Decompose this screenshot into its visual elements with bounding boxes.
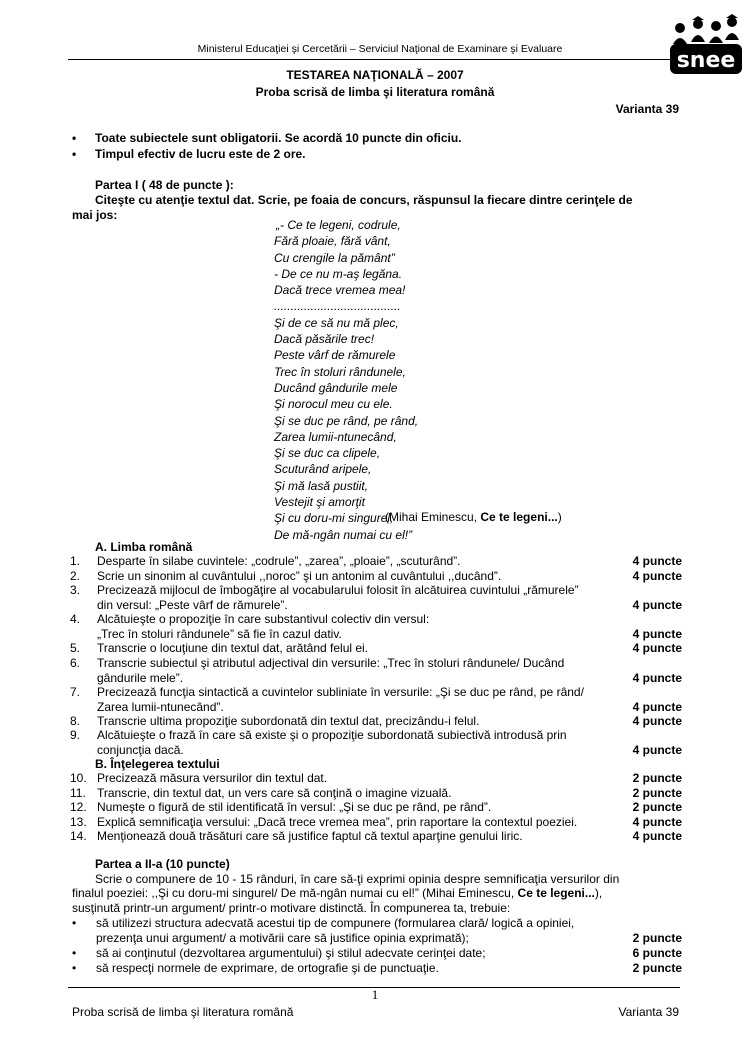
exam-title: TESTAREA NAŢIONALĂ – 2007 xyxy=(286,68,464,82)
question-item: 7. Precizează funcţia sintactică a cuvintelor subliniate în versurile: „Şi se duc pe rând, pe rând/ Zarea lumii-ntunecând”. 4 puncte xyxy=(70,685,682,714)
part1-heading: Partea I ( 48 de puncte ): xyxy=(95,178,234,192)
poem-line: De mă-ngân numai cu el!” xyxy=(274,527,413,542)
poem xyxy=(274,217,418,543)
snee-logo-icon xyxy=(668,14,744,76)
poem-line: Şi de ce să nu mă plec, xyxy=(274,315,399,330)
exam-subtitle: Proba scrisă de limba şi literatura română xyxy=(255,85,495,99)
question-item: 4. Alcătuieşte o propoziţie în care substantivul colectiv din versul: „Trec în stoluri rândunele” să fie în cazul dativ. 4 puncte xyxy=(70,612,682,641)
bullet-icon: • xyxy=(72,961,77,975)
bullet-icon: • xyxy=(72,946,77,960)
poem-line: - De ce nu m-aş legăna. xyxy=(274,266,403,281)
part2-text: susţinută printr-un argument/ printr-o motivare distinctă. În compunerea ta, trebuie: xyxy=(72,901,511,915)
footer-variant: Varianta 39 xyxy=(618,1005,679,1019)
bullet-icon: • xyxy=(72,131,77,145)
footer-title: Proba scrisă de limba şi literatura română xyxy=(72,1005,294,1019)
question-item: 3. Precizează mijlocul de îmbogăţire al vocabularului folosit în alcătuirea cuvintului „rămurele” din versul: „Peste vârf de rămurele”. 4 puncte xyxy=(70,583,682,612)
poem-line: Şi se duc ca clipele, xyxy=(274,446,381,461)
poem-line: Şi mă lasă pustiit, xyxy=(274,478,369,493)
poem-line: Dacă trece vremea mea! xyxy=(274,283,406,298)
poem-line: Ducând gândurile mele xyxy=(274,380,398,395)
bullet-icon: • xyxy=(72,916,77,930)
section-a-heading: A. Limba română xyxy=(95,540,193,554)
page-number: 1 xyxy=(371,987,379,1002)
poem-line: Peste vârf de rămurele xyxy=(274,348,396,363)
poem-line: Dacă păsările trec! xyxy=(274,332,375,347)
ministry-header: Ministerul Educaţiei şi Cercetării – Serviciul Naţional de Examinare şi Evaluare xyxy=(197,43,563,55)
poem-attribution: (Mihai Eminescu, Ce te legeni...) xyxy=(385,510,562,524)
part2-text: finalul poeziei: ,,Şi cu doru-mi singurel/ De mă-ngân numai cu el!” (Mihai Eminescu, Ce te legeni...), xyxy=(72,886,603,900)
poem-line: Şi se duc pe rând, pe rând, xyxy=(274,413,419,428)
poem-line: ...................................... xyxy=(274,299,401,314)
poem-line: Zarea lumii-ntunecând, xyxy=(274,429,397,444)
part2-heading: Partea a II-a (10 puncte) xyxy=(95,857,230,871)
question-item: 9. Alcătuieşte o frază în care să existe şi o propoziţie subordonată subiectivă introdusă prin conjuncţia dacă. 4 puncte xyxy=(70,728,682,757)
snee-logo xyxy=(668,14,744,76)
poem-line: Scuturând aripele, xyxy=(274,462,372,477)
part2-text: Scrie o compunere de 10 - 15 rânduri, în care să-ţi exprimi opinia despre semnificaţia versurilor din xyxy=(95,872,620,886)
section-b-heading: B. Înţelegerea textului xyxy=(95,757,220,771)
question-item: 6. Transcrie subiectul şi atributul adjectival din versurile: „Trec în stoluri rândunele/ Ducând gândurile mele”. 4 puncte xyxy=(70,656,682,685)
poem-line: Trec în stoluri rândunele, xyxy=(274,364,406,379)
bullet-icon: • xyxy=(72,147,77,161)
poem-line: Cu crengile la pământ” xyxy=(274,250,395,265)
part1-instruction: Citeşte cu atenţie textul dat. Scrie, pe foaia de concurs, răspunsul la fiecare dintre cerinţele de xyxy=(95,193,633,207)
svg-text:snee: snee xyxy=(676,48,736,73)
poem-line: Fără ploaie, fără vânt, xyxy=(274,234,391,249)
part1-instruction-cont: mai jos: xyxy=(72,208,118,222)
poem-line: Vestejit şi amorţit xyxy=(274,495,365,510)
requirement-item: • să utilizezi structura adecvată acestui tip de compunere (formularea clară/ logică a opiniei, prezenţa unui argument/ a motivării care să justifice opinia exprimată); 2 puncte xyxy=(72,916,682,945)
header-rule xyxy=(68,59,680,60)
variant-label: Varianta 39 xyxy=(615,102,679,116)
poem-line: Şi norocul meu cu ele. xyxy=(274,397,393,412)
poem-line: „- Ce te legeni, codrule, xyxy=(276,218,401,232)
poem-line: Şi cu doru-mi singurel, xyxy=(274,511,394,526)
